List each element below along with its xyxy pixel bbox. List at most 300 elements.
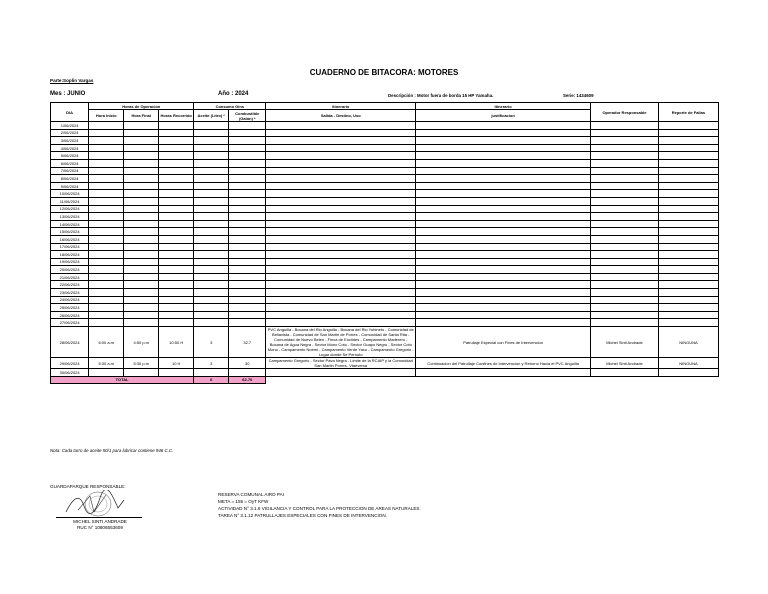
cell-justificacion (416, 137, 591, 145)
cell-recorrido (159, 273, 194, 281)
cell-justificacion (416, 289, 591, 297)
cell-aceite (194, 159, 229, 167)
cell-operador (591, 122, 659, 130)
cell-salida (266, 159, 416, 167)
cell-aceite (194, 235, 229, 243)
cell-fallas (658, 167, 718, 175)
cell-operador (591, 304, 659, 312)
cell-date: 28/06/2024 (51, 327, 89, 358)
cell-salida (266, 251, 416, 259)
cell-date: 13/06/2024 (51, 213, 89, 221)
cell-recorrido (159, 122, 194, 130)
cell-aceite (194, 251, 229, 259)
cell-combustible (229, 251, 266, 259)
table-row (51, 289, 719, 297)
header-justificacion: justificacion (416, 110, 591, 122)
cell-fallas (658, 122, 718, 130)
table-row (51, 175, 719, 183)
signer-name: MICHEL SINTI ANDRADE (73, 519, 127, 524)
cell-justificacion (416, 129, 591, 137)
cell-salida (266, 167, 416, 175)
table-row (51, 228, 719, 236)
cell-recorrido: 10 H (159, 358, 194, 369)
cell-recorrido (159, 228, 194, 236)
cell-combustible (229, 296, 266, 304)
header-salida-destino: Salida - Destino, Uso (266, 110, 416, 122)
cell-fallas (658, 311, 718, 319)
table-row (51, 122, 719, 130)
cell-operador (591, 258, 659, 266)
cell-combustible (229, 311, 266, 319)
cell-justificacion (416, 266, 591, 274)
cell-justificacion (416, 175, 591, 183)
cell-date: 26/06/2024 (51, 311, 89, 319)
cell-recorrido (159, 281, 194, 289)
cell-inicio (89, 213, 124, 221)
cell-combustible: 30 (229, 358, 266, 369)
cell-justificacion (416, 159, 591, 167)
header-horas-operacion: Horas de Operación (89, 103, 194, 110)
parte-label: Parte:Soplin Vargas (50, 78, 94, 83)
cell-fallas (658, 182, 718, 190)
cell-fallas (658, 289, 718, 297)
cell-recorrido (159, 296, 194, 304)
table-row (51, 205, 719, 213)
cell-inicio (89, 182, 124, 190)
cell-combustible (229, 159, 266, 167)
header-hora-final: Hora Final (124, 110, 159, 122)
cell-salida: PVC Anguilla - Bocana del Rio Anguilla - Bocana del Rio Yubineto - Comunidad de Bellavista - Comunidad de San Martin de Porres - Comunidad de Santa Rita - Comunidad de Nuevo Belen - Finca de Euclides - Campamento Maderero - Bocana de Agua Negra - Sector Mono Coto - Sector Guapo Negro - Sector Coto Mono - Campamento Noemi - Campamento Verde Yaco - Campamento Gregorio - Lugar donde Se Pernoto (267, 327, 414, 358)
cell-recorrido (159, 243, 194, 251)
cell-aceite (194, 273, 229, 281)
cell-salida (266, 369, 416, 377)
cell-justificacion (416, 319, 591, 327)
cell-fallas (658, 213, 718, 221)
cell-fallas (658, 175, 718, 183)
total-label: TOTAL (51, 376, 194, 383)
table-row (51, 369, 719, 377)
table-row (51, 358, 719, 369)
cell-operador (591, 182, 659, 190)
cell-salida (266, 220, 416, 228)
cell-inicio: 6:00 a.m (89, 327, 124, 358)
header-itinerario-2: Itinerario (416, 103, 591, 110)
cell-aceite: 3 (194, 358, 229, 369)
cell-inicio (89, 319, 124, 327)
cell-aceite (194, 197, 229, 205)
cell-fallas (658, 243, 718, 251)
cell-operador (591, 319, 659, 327)
cell-date: 5/06/2024 (51, 152, 89, 160)
cell-fallas: NINGUNA (658, 358, 718, 369)
cell-fallas (658, 159, 718, 167)
cell-salida (266, 122, 416, 130)
table-row (51, 258, 719, 266)
cell-salida (266, 190, 416, 198)
table-row (51, 167, 719, 175)
cell-fallas (658, 228, 718, 236)
cell-salida (266, 281, 416, 289)
cell-recorrido (159, 205, 194, 213)
cell-final (124, 258, 159, 266)
total-spacer (266, 376, 719, 383)
header-operador: Operador Responsable (591, 103, 659, 122)
cell-operador (591, 137, 659, 145)
table-row (51, 281, 719, 289)
cell-recorrido (159, 220, 194, 228)
reserva-line-1: RESERVA COMUNAL AIRO PAI (218, 492, 284, 497)
year-label: Año : 2024 (218, 91, 249, 97)
cell-operador (591, 281, 659, 289)
cell-justificacion (416, 205, 591, 213)
cell-justificacion (416, 144, 591, 152)
cell-operador (591, 273, 659, 281)
cell-date: 12/06/2024 (51, 205, 89, 213)
cell-recorrido (159, 167, 194, 175)
cell-operador (591, 213, 659, 221)
cell-inicio (89, 205, 124, 213)
cell-salida (266, 129, 416, 137)
table-row (51, 190, 719, 198)
cell-operador (591, 205, 659, 213)
header-dia: DIA (51, 103, 89, 122)
header-combustible: Combustible (Galón) * (229, 110, 266, 122)
cell-combustible (229, 175, 266, 183)
cell-aceite (194, 319, 229, 327)
cell-inicio (89, 197, 124, 205)
cell-operador (591, 266, 659, 274)
cell-inicio (89, 220, 124, 228)
header-aceite: Aceite (Litro) * (194, 110, 229, 122)
cell-date: 6/06/2024 (51, 159, 89, 167)
total-combustible: 62.70 (229, 376, 266, 383)
table-row (51, 243, 719, 251)
cell-combustible (229, 228, 266, 236)
cell-combustible (229, 205, 266, 213)
cell-inicio (89, 296, 124, 304)
cell-final (124, 167, 159, 175)
cell-combustible (229, 190, 266, 198)
cell-operador (591, 251, 659, 259)
cell-fallas (658, 190, 718, 198)
cell-date: 22/06/2024 (51, 281, 89, 289)
header-horas-recorrido: Horas Recorrido (159, 110, 194, 122)
cell-final (124, 319, 159, 327)
cell-salida (266, 296, 416, 304)
cell-recorrido (159, 369, 194, 377)
description-label: Descripción : Motor fuera de borda 15 HP Yamaha. (388, 93, 494, 98)
cell-combustible (229, 129, 266, 137)
cell-salida (266, 273, 416, 281)
month-label: Mes : JUNIO (50, 91, 86, 97)
cell-combustible (229, 182, 266, 190)
cell-date: 17/06/2024 (51, 243, 89, 251)
cell-combustible (229, 220, 266, 228)
cell-aceite (194, 213, 229, 221)
cell-final (124, 220, 159, 228)
cell-combustible (229, 289, 266, 297)
cell-justificacion (416, 296, 591, 304)
cell-fallas (658, 152, 718, 160)
cell-recorrido (159, 129, 194, 137)
cell-salida (266, 197, 416, 205)
table-row (51, 327, 719, 358)
table-row (51, 137, 719, 145)
cell-aceite (194, 258, 229, 266)
header-fallas: Reporte de Fallas (658, 103, 718, 122)
cell-operador (591, 167, 659, 175)
cell-inicio (89, 167, 124, 175)
cell-justificacion (416, 281, 591, 289)
cell-aceite (194, 266, 229, 274)
cell-final (124, 129, 159, 137)
header-itinerario: Itinerario (266, 103, 416, 110)
cell-salida: Campamento Gregorio - Sector Pava Negra - Limite de la RCAIP y la Comunidad San Martin Porres- Vtaeversa (266, 358, 416, 369)
signer-ruc: RUC N° 10806553609 (77, 525, 123, 530)
cell-date: 16/06/2024 (51, 235, 89, 243)
cell-fallas (658, 304, 718, 312)
cell-inicio: 5:30 a.m (89, 358, 124, 369)
cell-operador (591, 129, 659, 137)
cell-final (124, 213, 159, 221)
cell-justificacion (416, 273, 591, 281)
table-row (51, 319, 719, 327)
cell-operador (591, 235, 659, 243)
cell-date: 20/06/2024 (51, 266, 89, 274)
cell-recorrido: 10:50 H (159, 327, 194, 358)
cell-combustible (229, 144, 266, 152)
cell-inicio (89, 251, 124, 259)
cell-combustible (229, 281, 266, 289)
cell-fallas (658, 235, 718, 243)
cell-salida (266, 311, 416, 319)
cell-aceite (194, 137, 229, 145)
cell-aceite (194, 243, 229, 251)
cell-final (124, 273, 159, 281)
cell-justificacion (416, 213, 591, 221)
table-row (51, 273, 719, 281)
cell-fallas (658, 220, 718, 228)
cell-inicio (89, 129, 124, 137)
table-row (51, 311, 719, 319)
cell-final (124, 228, 159, 236)
cell-final (124, 190, 159, 198)
cell-recorrido (159, 258, 194, 266)
cell-recorrido (159, 137, 194, 145)
cell-salida (266, 144, 416, 152)
cell-aceite (194, 289, 229, 297)
log-table (50, 102, 719, 384)
cell-aceite (194, 220, 229, 228)
cell-recorrido (159, 311, 194, 319)
cell-justificacion (416, 243, 591, 251)
document-title: CUADERNO DE BITACORA: MOTORES (309, 68, 459, 77)
cell-combustible (229, 369, 266, 377)
cell-salida (266, 235, 416, 243)
header-consumo: Consumo Gins (194, 103, 266, 110)
cell-salida (266, 304, 416, 312)
cell-final (124, 281, 159, 289)
cell-inicio (89, 281, 124, 289)
cell-date: 21/06/2024 (51, 273, 89, 281)
cell-fallas (658, 266, 718, 274)
cell-combustible (229, 304, 266, 312)
cell-combustible (229, 266, 266, 274)
table-row (51, 296, 719, 304)
cell-date: 8/06/2024 (51, 175, 89, 183)
cell-recorrido (159, 266, 194, 274)
cell-inicio (89, 144, 124, 152)
cell-final: 5:30 p.m (124, 358, 159, 369)
table-row (51, 304, 719, 312)
cell-final (124, 197, 159, 205)
reserva-info (218, 491, 421, 519)
cell-date: 15/06/2024 (51, 228, 89, 236)
cell-operador (591, 144, 659, 152)
cell-aceite (194, 152, 229, 160)
cell-salida (266, 289, 416, 297)
cell-fallas (658, 137, 718, 145)
cell-inicio (89, 258, 124, 266)
cell-inicio (89, 159, 124, 167)
cell-operador (591, 289, 659, 297)
cell-final (124, 205, 159, 213)
cell-fallas (658, 251, 718, 259)
cell-operador: Michel Sinti Andrade (591, 327, 659, 358)
cell-aceite (194, 228, 229, 236)
cell-operador (591, 152, 659, 160)
cell-aceite (194, 304, 229, 312)
cell-date: 19/06/2024 (51, 258, 89, 266)
cell-justificacion (416, 167, 591, 175)
table-row (51, 144, 719, 152)
cell-final (124, 296, 159, 304)
cell-date: 4/06/2024 (51, 144, 89, 152)
cell-fallas (658, 197, 718, 205)
cell-operador (591, 175, 659, 183)
cell-final (124, 311, 159, 319)
cell-date: 27/06/2024 (51, 319, 89, 327)
cell-justificacion (416, 369, 591, 377)
cell-recorrido (159, 251, 194, 259)
cell-recorrido (159, 289, 194, 297)
cell-inicio (89, 190, 124, 198)
serial-label: Serie: 1434609 (563, 93, 594, 98)
cell-final (124, 235, 159, 243)
reserva-line-3: ACTIVIDAD N° 3.1.6 VIGILANCIA Y CONTROL PARA LA PROTECCION DE AREAS NATURALES. (218, 506, 421, 511)
cell-date: 10/06/2024 (51, 190, 89, 198)
cell-combustible (229, 319, 266, 327)
cell-recorrido (159, 152, 194, 160)
cell-final: 4:50 p.m (124, 327, 159, 358)
cell-inicio (89, 289, 124, 297)
footnote: Nota: Cada tarro de aceite 50/1 para lubricar contiene 946 C.C. (50, 448, 174, 453)
cell-justificacion (416, 182, 591, 190)
cell-operador (591, 228, 659, 236)
signature-image (60, 490, 130, 520)
cell-recorrido (159, 319, 194, 327)
cell-salida (266, 205, 416, 213)
cell-operador (591, 311, 659, 319)
cell-aceite (194, 144, 229, 152)
cell-salida (266, 243, 416, 251)
cell-date: 25/06/2024 (51, 304, 89, 312)
header-hora-inicio: Hora Inicio (89, 110, 124, 122)
cell-inicio (89, 273, 124, 281)
cell-aceite (194, 311, 229, 319)
cell-aceite (194, 205, 229, 213)
cell-combustible (229, 197, 266, 205)
cell-combustible (229, 122, 266, 130)
cell-final (124, 152, 159, 160)
cell-operador (591, 190, 659, 198)
cell-recorrido (159, 235, 194, 243)
cell-operador (591, 220, 659, 228)
cell-inicio (89, 152, 124, 160)
cell-aceite (194, 122, 229, 130)
cell-salida (266, 152, 416, 160)
cell-salida (266, 228, 416, 236)
cell-justificacion (416, 235, 591, 243)
cell-date: 9/06/2024 (51, 182, 89, 190)
signature-line (56, 517, 142, 518)
cell-fallas (658, 296, 718, 304)
cell-inicio (89, 369, 124, 377)
cell-salida (266, 319, 416, 327)
cell-recorrido (159, 159, 194, 167)
reserva-line-2: META = 155 = OyT KFW (218, 499, 269, 504)
cell-date: 2/06/2024 (51, 129, 89, 137)
cell-fallas (658, 258, 718, 266)
cell-combustible (229, 213, 266, 221)
cell-fallas (658, 273, 718, 281)
cell-combustible (229, 152, 266, 160)
guardaparque-label: GUARDAPARQUE RESPONSABLE: (50, 484, 126, 489)
cell-operador (591, 243, 659, 251)
cell-date: 11/06/2024 (51, 197, 89, 205)
cell-final (124, 243, 159, 251)
cell-fallas (658, 144, 718, 152)
table-row (51, 182, 719, 190)
cell-justificacion (416, 152, 591, 160)
cell-aceite: 3 (194, 327, 229, 358)
cell-inicio (89, 235, 124, 243)
cell-inicio (89, 137, 124, 145)
cell-date: 1/06/2024 (51, 122, 89, 130)
cell-final (124, 122, 159, 130)
cell-date: 14/06/2024 (51, 220, 89, 228)
cell-justificacion: Patrullaje Especial con Fines de Intervencion (416, 327, 591, 358)
table-row (51, 197, 719, 205)
cell-recorrido (159, 213, 194, 221)
cell-date: 30/06/2024 (51, 369, 89, 377)
cell-combustible (229, 137, 266, 145)
cell-fallas (658, 281, 718, 289)
cell-final (124, 304, 159, 312)
cell-justificacion (416, 258, 591, 266)
cell-inicio (89, 304, 124, 312)
cell-recorrido (159, 175, 194, 183)
cell-final (124, 289, 159, 297)
cell-date: 24/06/2024 (51, 296, 89, 304)
cell-final (124, 266, 159, 274)
cell-inicio (89, 243, 124, 251)
cell-combustible (229, 273, 266, 281)
cell-justificacion (416, 304, 591, 312)
table-row (51, 251, 719, 259)
cell-recorrido (159, 144, 194, 152)
cell-combustible (229, 167, 266, 175)
